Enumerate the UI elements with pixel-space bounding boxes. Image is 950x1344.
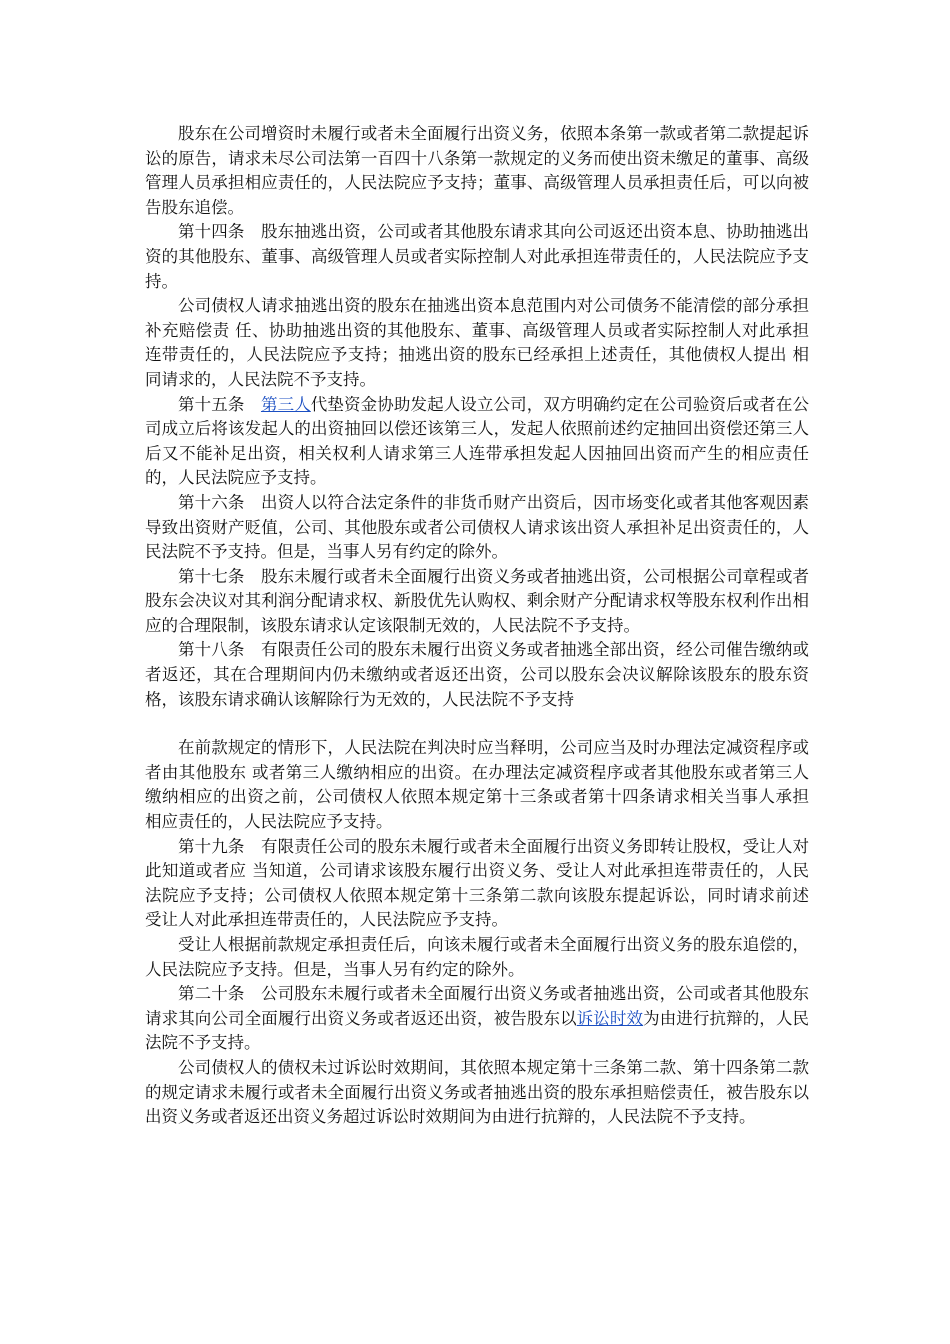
paragraph-text: 为由进行抗辩的，人民法院不予支持。 <box>145 1008 810 1053</box>
paragraph-article-20 <box>145 982 809 1056</box>
article-number: 第十八条 <box>178 640 245 660</box>
paragraph-capital-increase <box>145 122 809 220</box>
document-body <box>145 122 809 1130</box>
paragraph-capital-reduction <box>145 736 809 834</box>
paragraph-article-14 <box>145 220 809 294</box>
paragraph-text: 公司股东未履行或者未全面履行出资义务或者抽逃出资，公司或者其他股东请求其向公司全面履行出资义务或者返还出资，被告股东以 <box>145 984 810 1028</box>
paragraph-text: 股东未履行或者未全面履行出资义务或者抽逃出资，公司根据公司章程或者股东会决议对其利润分配请求权、新股优先认购权、剩余财产分配请求权等股东权利作出相应的合理限制，该股东请求认定该限制无效的，人民法院不予支持。 <box>145 566 810 635</box>
article-number: 第十五条 <box>178 394 245 414</box>
paragraph-text: 受让人根据前款规定承担责任后，向该未履行或者未全面履行出资义务的股东追偿的，人民法院应予支持。但是，当事人另有约定的除外。 <box>145 935 809 979</box>
paragraph-text: 在前款规定的情形下，人民法院在判决时应当释明，公司应当及时办理法定减资程序或者由其他股东 或者第三人缴纳相应的出资。在办理法定减资程序或者其他股东或者第三人缴纳相应的出资之前，公司债权人依照本规定第十三条或者第十四条请求相关当事人承担 相应责任的，人民法院应予支持。 <box>145 738 809 832</box>
article-number: 第十六条 <box>178 492 245 512</box>
paragraph-text: 公司债权人请求抽逃出资的股东在抽逃出资本息范围内对公司债务不能清偿的部分承担补充赔偿责 任、协助抽逃出资的其他股东、董事、高级管理人员或者实际控制人对此承担连带责任的，人民法院应予支持；抽逃出资的股东已经承担上述责任，其他债权人提出 相同请求的，人民法院不予支持。 <box>145 296 809 389</box>
paragraph-article-18 <box>145 638 809 712</box>
paragraph-text: 代垫资金协助发起人设立公司，双方明确约定在公司验资后或者在公司成立后将该发起人的出资抽回以偿还该第三人，发起人依照前述约定抽回出资偿还第三人后又不能补足出资，相关权利人请求第三人连带承担发起人因抽回出资而产生的相应责任的，人民法院应予支持。 <box>145 394 810 488</box>
paragraph-text: 股东抽逃出资，公司或者其他股东请求其向公司返还出资本息、协助抽逃出资的其他股东、董事、高级管理人员或者实际控制人对此承担连带责任的，人民法院应予支持。 <box>145 222 810 291</box>
paragraph-article-16 <box>145 491 809 565</box>
article-number: 第二十条 <box>178 984 245 1004</box>
paragraph-creditor-limitation <box>145 1056 809 1130</box>
article-number: 第十四条 <box>178 222 245 242</box>
paragraph-text: 股东在公司增资时未履行或者未全面履行出资义务，依照本条第一款或者第二款提起诉讼的原告，请求未尽公司法第一百四十八条第一款规定的义务而使出资未缴足的董事、高级管理人员承担相应责任的，人民法院应予支持；董事、高级管理人员承担责任后，可以向被告股东追偿。 <box>145 124 809 217</box>
paragraph-text: 有限责任公司的股东未履行出资义务或者抽逃全部出资，经公司催告缴纳或者返还，其在合理期间内仍未缴纳或者返还出资，公司以股东会决议解除该股东的股东资格，该股东请求确认该解除行为无效的，人民法院不予支持 <box>145 640 810 709</box>
article-number: 第十九条 <box>178 836 245 856</box>
paragraph-creditor-claim <box>145 294 809 392</box>
paragraph-article-17 <box>145 565 809 639</box>
limitation-period-link[interactable]: 诉讼时效 <box>576 1008 644 1028</box>
third-party-link[interactable]: 第三人 <box>260 394 311 414</box>
paragraph-text: 出资人以符合法定条件的非货币财产出资后，因市场变化或者其他客观因素导致出资财产贬值，公司、其他股东或者公司债权人请求该出资人承担补足出资责任的，人民法院不予支持。但是，当事人另有约定的除外。 <box>145 492 810 562</box>
paragraph-article-19 <box>145 835 809 933</box>
paragraph-article-15 <box>145 393 809 491</box>
paragraph-text: 公司债权人的债权未过诉讼时效期间，其依照本规定第十三条第二款、第十四条第二款的规定请求未履行或者未全面履行出资义务或者抽逃出资的股东承担赔偿责任，被告股东以出资义务或者返还出资义务超过诉讼时效期间为由进行抗辩的，人民法院不予支持。 <box>145 1057 809 1127</box>
paragraph-transferee-recourse <box>145 933 809 982</box>
article-number: 第十七条 <box>178 566 245 586</box>
paragraph-text: 有限责任公司的股东未履行或者未全面履行出资义务即转让股权，受让人对此知道或者应 当知道，公司请求该股东履行出资义务、受让人对此承担连带责任的，人民法院应予支持；公司债权人依照本规定第十三条第二款向该股东提起诉讼，同时请求前述 受让人对此承担连带责任的，人民法院应予支持。 <box>145 836 810 930</box>
